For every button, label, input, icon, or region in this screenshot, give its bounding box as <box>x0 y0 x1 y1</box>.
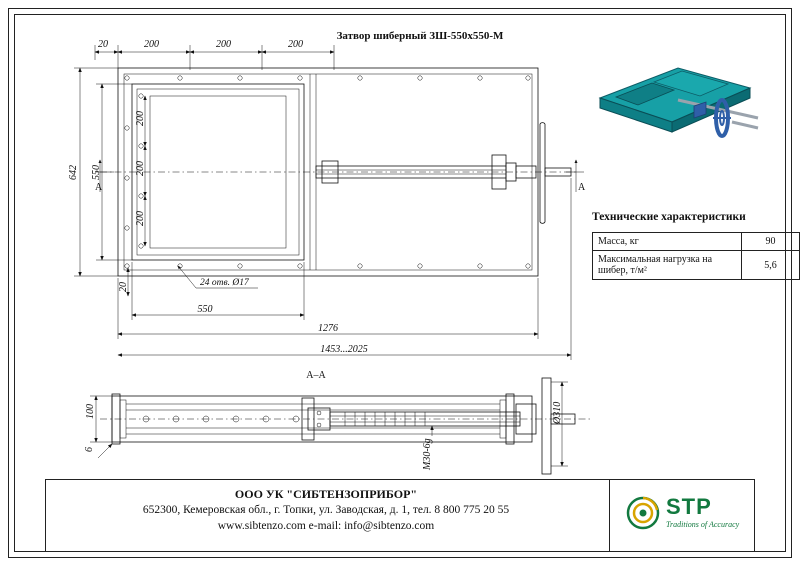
section-thickness-note <box>84 444 112 458</box>
front-inner-vertical-dimensions <box>135 96 146 246</box>
table-row <box>593 233 800 251</box>
hole-note-text: 24 отв. Ø17 <box>200 278 249 288</box>
isometric-preview-svg <box>582 52 762 167</box>
front-view <box>68 39 586 360</box>
dim-width-550: 550 <box>197 304 213 315</box>
dim-wheel-310: Ø310 <box>552 401 563 424</box>
hole-note <box>178 266 258 288</box>
title-block <box>45 479 755 552</box>
table-row <box>593 251 800 280</box>
company-name: ООО УК "СИБТЕНЗОПРИБОР" <box>234 487 418 501</box>
company-web: www.sibtenzo.com e-mail: info@sibtenzo.com <box>217 520 435 532</box>
page-title: Затвор шиберный ЗШ-550х550-М <box>336 30 504 42</box>
thread-label: М30-6g <box>422 438 433 470</box>
isometric-preview <box>582 52 762 167</box>
dim-top-3: 200 <box>288 39 303 50</box>
spec-label-mass: Масса, кг <box>593 233 742 251</box>
dim-inner-v-2: 200 <box>135 211 146 226</box>
logo-emblem-icon <box>626 496 660 530</box>
section-height-dimension <box>85 396 112 442</box>
dim-left-642: 642 <box>68 165 79 180</box>
front-top-dimensions <box>95 39 334 70</box>
dim-inner-v-1: 200 <box>135 161 146 176</box>
dim-section-100: 100 <box>85 404 96 419</box>
thread-callout <box>422 426 433 471</box>
spec-label-max-load: Максимальная нагрузка на шибер, т/м² <box>593 251 742 280</box>
company-logo <box>626 494 751 540</box>
spec-value-mass: 90 <box>741 233 799 251</box>
dim-top-0: 20 <box>98 39 108 50</box>
front-left-dimensions <box>68 68 132 276</box>
dim-width-1453-2025: 1453...2025 <box>320 344 368 355</box>
dim-inner-v-0: 200 <box>135 111 146 126</box>
front-bottom-dimensions <box>118 178 571 360</box>
dim-section-6: 6 <box>84 447 95 452</box>
section-mark-left: A <box>95 182 103 193</box>
front-bottom-left-dimension <box>118 268 129 296</box>
company-address: 652300, Кемеровская обл., г. Топки, ул. Заводская, д. 1, тел. 8 800 775 20 55 <box>142 504 510 516</box>
logo-tagline: Traditions of Accuracy <box>666 520 740 529</box>
spec-table <box>592 232 800 280</box>
dim-bottom-left-20: 20 <box>118 282 129 292</box>
section-view <box>84 378 590 474</box>
logo-text: STP <box>666 494 712 519</box>
spec-value-max-load: 5,6 <box>741 251 799 280</box>
dim-left-550: 550 <box>91 165 102 180</box>
dim-top-2: 200 <box>216 39 231 50</box>
dim-width-1276: 1276 <box>318 323 338 334</box>
title-block-divider <box>609 480 610 551</box>
company-info <box>46 486 606 534</box>
section-mark-right: A <box>578 182 586 193</box>
dim-top-1: 200 <box>144 39 159 50</box>
spec-title: Технические характеристики <box>592 211 746 223</box>
section-view-label: A–A <box>306 370 326 381</box>
